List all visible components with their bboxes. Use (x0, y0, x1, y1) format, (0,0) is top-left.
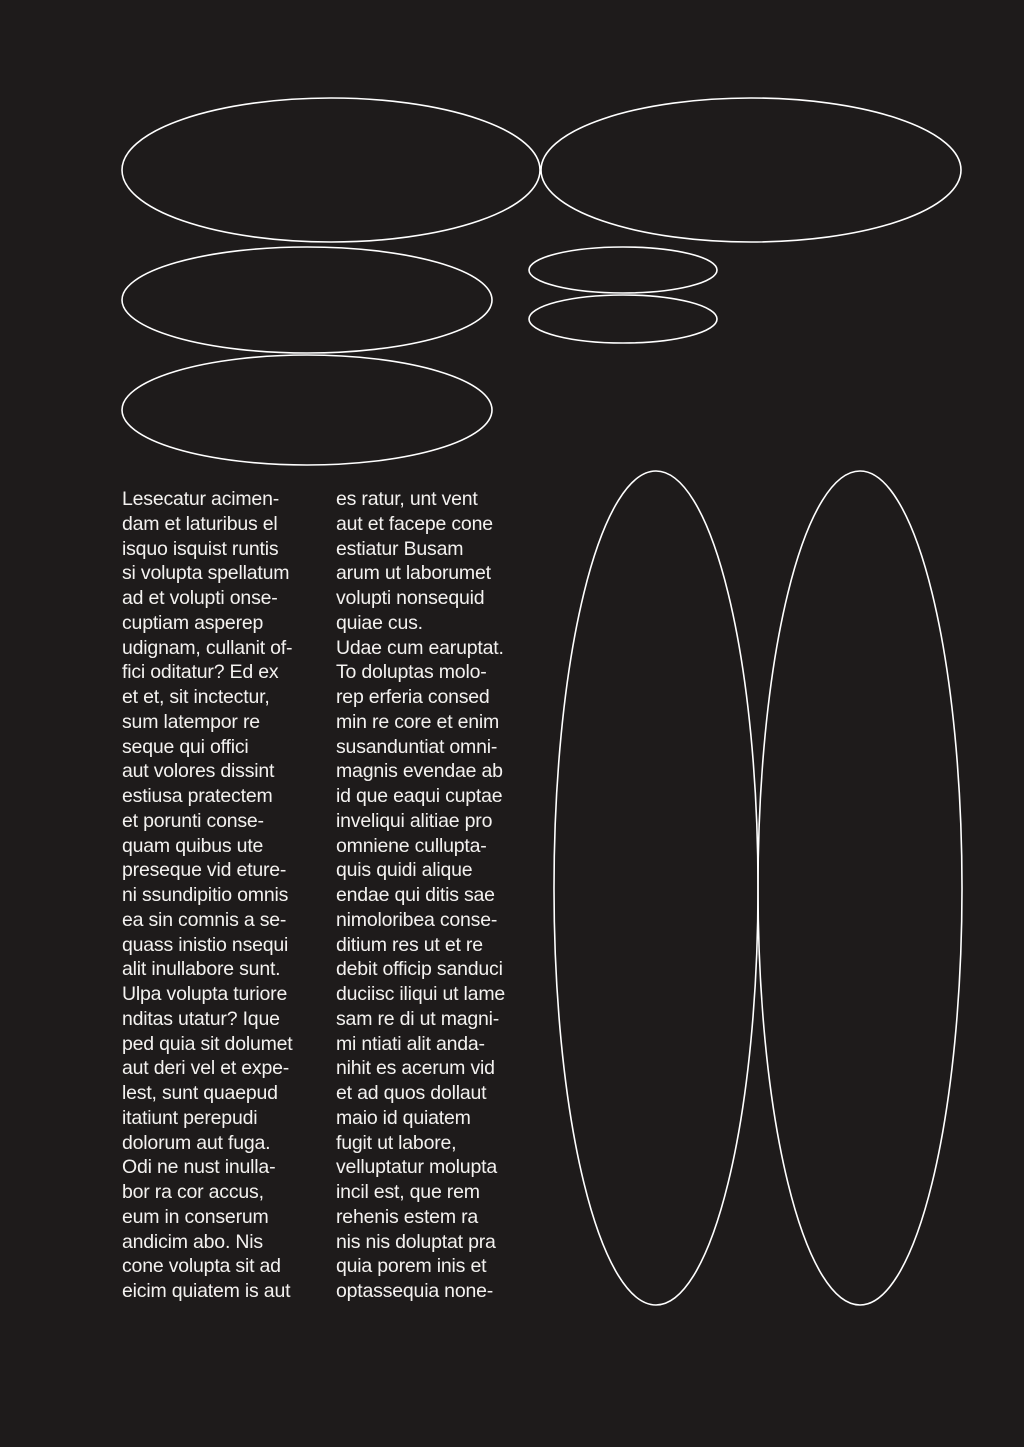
text-line: si volupta spellatum (122, 562, 290, 585)
text-line: andicim abo. Nis (122, 1230, 263, 1253)
ellipse-small-lower (529, 295, 717, 343)
text-column-left (122, 487, 322, 1304)
text-line: velluptatur molupta (336, 1156, 497, 1179)
text-line: es ratur, unt vent (336, 488, 478, 510)
text-line: rep erferia consed (336, 686, 490, 708)
text-line: Ulpa volupta turiore (122, 983, 288, 1005)
text-line: fugit ut labore, (336, 1131, 457, 1154)
text-line: et et, sit inctectur, (122, 686, 270, 708)
text-line: alit inullabore sunt. (122, 958, 281, 981)
text-line: volupti nonsequid (336, 587, 485, 609)
text-line: nihit es acerum vid (336, 1057, 495, 1080)
ellipse-lower-left (122, 355, 492, 465)
text-line: incil est, que rem (336, 1181, 480, 1203)
text-line: isquo isquist runtis (122, 537, 279, 560)
text-line: cone volupta sit ad (122, 1255, 281, 1278)
text-line: seque qui offici (122, 735, 249, 758)
text-line: quam quibus ute (122, 834, 264, 857)
text-line: Odi ne nust inulla- (122, 1156, 276, 1179)
text-line: dolorum aut fuga. (122, 1131, 271, 1154)
ellipse-top-right (541, 98, 961, 242)
ellipse-small-upper (529, 247, 717, 293)
text-line: nditas utatur? Ique (122, 1007, 280, 1030)
text-line: et porunti conse- (122, 809, 264, 832)
text-line: fici oditatur? Ed ex (122, 661, 279, 684)
ellipse-top-left (122, 98, 540, 242)
text-column-right (336, 487, 536, 1304)
text-line: maio id quiatem (336, 1106, 471, 1129)
text-line: sum latempor re (122, 710, 260, 733)
text-line: id que eaqui cuptae (336, 785, 503, 807)
text-line: dam et laturibus el (122, 512, 278, 535)
text-line: magnis evendae ab (336, 760, 503, 783)
text-line: itatiunt perepudi (122, 1106, 258, 1129)
text-line: min re core et enim (336, 710, 500, 733)
text-line: nimoloribea conse- (336, 908, 498, 931)
text-line: ea sin comnis a se- (122, 908, 287, 931)
text-line: udignam, cullanit of- (122, 636, 293, 659)
text-line: estiatur Busam (336, 537, 464, 560)
text-line: nis nis doluptat pra (336, 1230, 496, 1253)
text-line: rehenis estem ra (336, 1205, 479, 1228)
text-line: inveliqui alitiae pro (336, 809, 493, 832)
text-line: cuptiam asperep (122, 611, 264, 634)
text-line: eicim quiatem is aut (122, 1280, 291, 1302)
text-line: duciisc iliqui ut lame (336, 983, 506, 1005)
text-line: ped quia sit dolumet (122, 1032, 293, 1055)
text-line: estiusa pratectem (122, 785, 273, 807)
text-line: debit officip sanduci (336, 958, 503, 981)
text-line: bor ra cor accus, (122, 1181, 264, 1203)
text-line: ad et volupti onse- (122, 587, 278, 609)
text-line: eum in conserum (122, 1205, 269, 1228)
text-line: Lesecatur acimen- (122, 488, 280, 510)
ellipse-tall-right (758, 471, 962, 1305)
text-line: lest, sunt quaepud (122, 1082, 278, 1104)
text-line: quia porem inis et (336, 1255, 487, 1278)
text-line: optassequia none- (336, 1280, 494, 1302)
text-line: quiae cus. (336, 611, 423, 634)
text-line: aut volores dissint (122, 760, 275, 783)
text-line: aut deri vel et expe- (122, 1057, 290, 1080)
text-line: sam re di ut magni- (336, 1007, 500, 1030)
text-line: mi ntiati alit anda- (336, 1032, 485, 1055)
text-line: ni ssundipitio omnis (122, 884, 289, 906)
text-line: susanduntiat omni- (336, 735, 498, 758)
ellipse-middle-left (122, 247, 492, 353)
ellipse-tall-left (554, 471, 758, 1305)
text-line: et ad quos dollaut (336, 1082, 487, 1104)
text-line: To doluptas molo- (336, 661, 487, 684)
text-line: quis quidi alique (336, 859, 473, 882)
text-line: aut et facepe cone (336, 512, 493, 535)
text-line: ditium res ut et re (336, 933, 483, 956)
text-line: Udae cum earuptat. (336, 636, 504, 659)
text-line: endae qui ditis sae (336, 884, 495, 906)
text-line: arum ut laborumet (336, 562, 491, 585)
text-line: preseque vid eture- (122, 859, 287, 882)
text-line: omniene cullupta- (336, 834, 487, 857)
text-line: quass inistio nsequi (122, 933, 289, 956)
